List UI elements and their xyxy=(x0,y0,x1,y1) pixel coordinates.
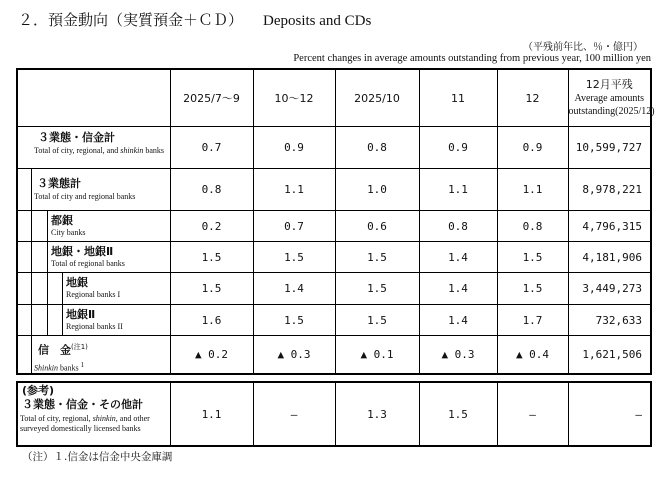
row-label-jp: ３業態・信金計 xyxy=(38,131,115,144)
row-label xyxy=(17,305,170,336)
col-header: 11 xyxy=(419,69,497,127)
row-label-en: Total of regional banks xyxy=(51,259,125,268)
indent-line xyxy=(31,336,32,373)
label-en-text: Total of city, regional, xyxy=(20,414,93,423)
row-label xyxy=(17,273,170,305)
value-cell: 1.4 xyxy=(419,305,497,336)
col-header-average-en1: Average amounts xyxy=(574,93,644,104)
row-label xyxy=(17,336,170,375)
label-en-text: Total of city, regional, and xyxy=(34,146,121,155)
col-header: 10～12 xyxy=(253,69,335,127)
label-en-italic: shinkin xyxy=(120,146,144,155)
row-label-jp: 地銀Ⅱ xyxy=(66,308,96,321)
value-cell: 1.5 xyxy=(335,305,419,336)
value-cell: — xyxy=(497,382,568,446)
row-label xyxy=(17,127,170,169)
amount-cell: 732,633 xyxy=(568,305,651,336)
value-cell: 0.9 xyxy=(253,127,335,169)
reference-tag: (参考) xyxy=(22,384,55,397)
label-en-text: , and other surveyed domestically licensed banks xyxy=(20,414,150,433)
row-label-en xyxy=(18,145,170,156)
page-title xyxy=(18,9,371,30)
row-label xyxy=(17,382,170,446)
indent-line xyxy=(47,273,48,304)
value-cell: 0.8 xyxy=(335,127,419,169)
value-cell: ▲ 0.2 xyxy=(170,336,253,375)
label-en-text: banks xyxy=(143,146,165,155)
row-label-jp: ３業態・信金・その他計 xyxy=(22,398,143,411)
value-cell: 1.3 xyxy=(335,382,419,446)
indent-line xyxy=(47,305,48,335)
row-label-jp: 地銀 xyxy=(66,276,88,289)
col-header-average-jp: 12月平残 xyxy=(585,78,633,91)
col-header: 2025/7～9 xyxy=(170,69,253,127)
value-cell: 1.4 xyxy=(253,273,335,305)
row-label-en: Regional banks I xyxy=(66,290,121,299)
indent-line xyxy=(31,273,32,304)
value-cell: 1.5 xyxy=(497,242,568,273)
value-cell: 1.4 xyxy=(419,242,497,273)
value-cell: ▲ 0.3 xyxy=(419,336,497,375)
value-cell: 0.9 xyxy=(419,127,497,169)
row-label-jp: 地銀・地銀Ⅱ xyxy=(51,245,114,258)
value-cell: 1.1 xyxy=(419,169,497,211)
row-label-jp xyxy=(18,336,170,358)
value-cell: 0.2 xyxy=(170,211,253,242)
amount-cell: 1,621,506 xyxy=(568,336,651,375)
amount-cell: 10,599,727 xyxy=(568,127,651,169)
value-cell: 1.5 xyxy=(253,305,335,336)
value-cell: 0.9 xyxy=(497,127,568,169)
indent-line xyxy=(31,169,32,210)
header-blank xyxy=(17,69,170,127)
amount-cell: 4,181,906 xyxy=(568,242,651,273)
unit-note-jp: （平残前年比、％・億円） xyxy=(523,42,643,53)
footnote: （注）１.信金は信金中央金庫調 xyxy=(22,451,173,463)
indent-line xyxy=(31,242,32,272)
value-cell: 0.7 xyxy=(170,127,253,169)
footnote-mark: 1 xyxy=(80,360,85,369)
value-cell: 1.7 xyxy=(497,305,568,336)
indent-line xyxy=(31,305,32,335)
amount-cell: 8,978,221 xyxy=(568,169,651,211)
value-cell: 1.1 xyxy=(253,169,335,211)
value-cell: 1.5 xyxy=(170,242,253,273)
row-label xyxy=(17,211,170,242)
value-cell: 0.7 xyxy=(253,211,335,242)
value-cell: 1.1 xyxy=(497,169,568,211)
value-cell: 1.5 xyxy=(335,273,419,305)
col-header: 2025/10 xyxy=(335,69,419,127)
indent-line xyxy=(62,305,63,335)
unit-note-en: Percent changes in average amounts outstanding from previous year, 100 million yen xyxy=(293,53,651,64)
label-en-italic: Shinkin xyxy=(34,363,58,373)
value-cell: 1.5 xyxy=(335,242,419,273)
indent-line xyxy=(62,273,63,304)
header-row xyxy=(17,69,651,127)
table-row xyxy=(17,242,651,273)
value-cell: 0.8 xyxy=(497,211,568,242)
value-cell: 1.5 xyxy=(170,273,253,305)
table-row xyxy=(17,211,651,242)
indent-line xyxy=(47,211,48,241)
row-label-en xyxy=(18,358,170,374)
value-cell: 1.6 xyxy=(170,305,253,336)
row-label xyxy=(17,169,170,211)
amount-cell: 3,449,273 xyxy=(568,273,651,305)
value-cell: ▲ 0.3 xyxy=(253,336,335,375)
value-cell: 1.5 xyxy=(419,382,497,446)
indent-line xyxy=(47,242,48,272)
title-jp: ２．預金動向（実質預金＋ＣＤ） xyxy=(18,11,244,29)
row-label-en: Regional banks II xyxy=(66,322,123,331)
table-row xyxy=(17,336,651,375)
value-cell: 0.8 xyxy=(419,211,497,242)
table-row xyxy=(17,305,651,336)
title-en: Deposits and CDs xyxy=(263,13,372,29)
table-row xyxy=(17,127,651,169)
indent-line xyxy=(31,211,32,241)
row-label-jp: 都銀 xyxy=(51,214,73,227)
col-header: 12 xyxy=(497,69,568,127)
value-cell: 1.1 xyxy=(170,382,253,446)
deposits-table xyxy=(16,68,655,375)
reference-row xyxy=(17,382,651,446)
value-cell: 0.6 xyxy=(335,211,419,242)
value-cell: ▲ 0.4 xyxy=(497,336,568,375)
amount-cell: 4,796,315 xyxy=(568,211,651,242)
value-cell: — xyxy=(253,382,335,446)
table-row xyxy=(17,273,651,305)
table-row xyxy=(17,169,651,211)
value-cell: 1.5 xyxy=(253,242,335,273)
label-en-text: banks xyxy=(58,363,79,373)
reference-table xyxy=(16,381,652,447)
row-label-en: City banks xyxy=(51,228,86,237)
label-jp-text: 信 金 xyxy=(38,343,71,357)
row-label xyxy=(17,242,170,273)
label-en-italic: shinkin xyxy=(92,414,116,423)
col-header-average xyxy=(568,69,655,127)
value-cell: 1.5 xyxy=(497,273,568,305)
value-cell: 1.4 xyxy=(419,273,497,305)
value-cell: 0.8 xyxy=(170,169,253,211)
footnote-mark: (注1) xyxy=(71,343,88,351)
row-label-en xyxy=(18,412,170,434)
row-label-jp: ３業態計 xyxy=(37,177,81,190)
value-cell: 1.0 xyxy=(335,169,419,211)
col-header-average-en2: outstanding(2025/12) xyxy=(568,106,655,117)
row-label-en: Total of city and regional banks xyxy=(34,192,136,201)
amount-cell: — xyxy=(568,382,651,446)
value-cell: ▲ 0.1 xyxy=(335,336,419,375)
